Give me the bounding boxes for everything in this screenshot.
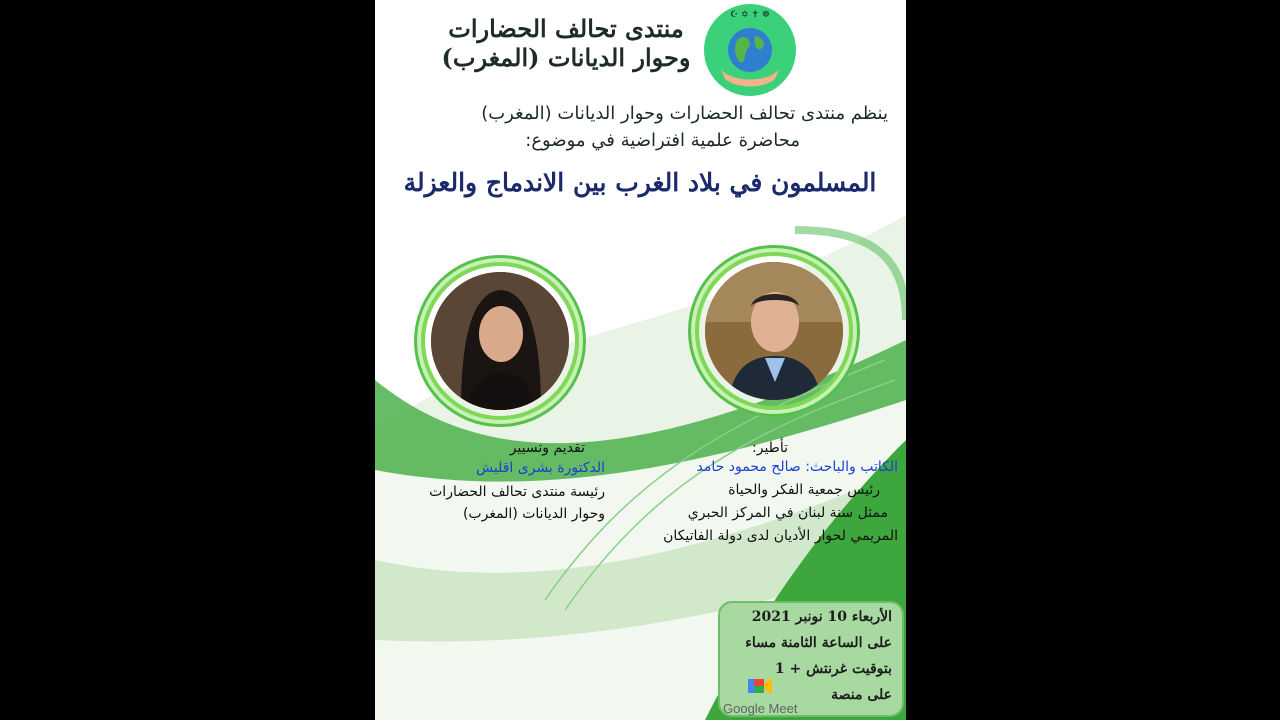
intro-line2: محاضرة علمية افتراضية في موضوع: <box>525 130 800 151</box>
org-name-line2: وحوار الديانات (المغرب) <box>441 43 691 72</box>
presenter-role: تقديم وتسيير <box>509 440 585 456</box>
globe-religions-logo-icon <box>703 3 797 97</box>
speaker-role: تأطير: <box>752 440 788 456</box>
platform-prefix: على منصة <box>831 687 892 703</box>
speaker-photo-frame <box>695 252 853 410</box>
presenter-photo <box>431 272 569 410</box>
platform-name: Google Meet <box>723 701 798 716</box>
google-meet-icon <box>748 676 772 696</box>
speaker-name: الكاتب والباحث: صالح محمود حامد <box>696 459 898 475</box>
speaker-title-line2: ممثل سنة لبنان في المركز الحبري <box>687 505 888 521</box>
event-time: على الساعة الثامنة مساء <box>745 635 892 651</box>
intro-text <box>398 100 888 154</box>
svg-text:☪ ✡ ✝ ☸: ☪ ✡ ✝ ☸ <box>730 10 770 20</box>
presenter-title-line2: وحوار الديانات (المغرب) <box>462 506 605 522</box>
speaker-caption <box>638 437 898 548</box>
speaker-title-line1: رئيس جمعية الفكر والحياة <box>728 482 880 498</box>
organization-title <box>436 14 696 72</box>
intro-line1: ينظم منتدى تحالف الحضارات وحوار الديانات (المغرب) <box>481 103 888 124</box>
presenter-caption <box>405 438 605 524</box>
event-timezone: بتوقيت غرنتش + 1 <box>774 661 892 677</box>
event-date: الأربعاء 10 نونبر 2021 <box>751 609 892 625</box>
lecture-topic: المسلمون في بلاد الغرب بين الاندماج والعزلة <box>403 168 877 197</box>
schedule-box <box>718 601 904 717</box>
presenter-photo-frame <box>421 262 579 420</box>
presenter-name: الدكتورة بشرى اقليش <box>476 460 605 476</box>
speaker-title-line3: المريمي لحوار الأديان لدى دولة الفاتيكان <box>663 528 898 544</box>
speaker-photo <box>705 262 843 400</box>
org-name-line1: منتدى تحالف الحضارات <box>448 14 684 43</box>
event-poster <box>375 0 906 720</box>
presenter-title-line1: رئيسة منتدى تحالف الحضارات <box>429 484 605 500</box>
